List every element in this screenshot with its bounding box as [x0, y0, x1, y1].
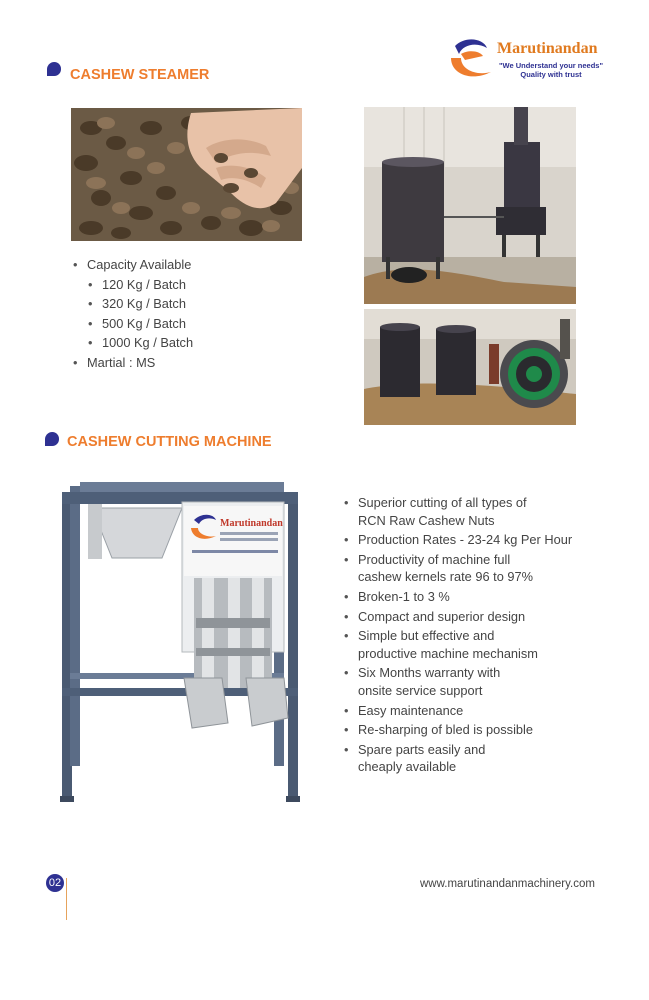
logo-brand-name: Marutinandan — [497, 40, 598, 57]
list-item: • Martial : MS — [71, 353, 193, 373]
cutting-features-list — [342, 494, 612, 778]
steamer-section-title: CASHEW STEAMER — [70, 67, 210, 83]
list-item: • 320 Kg / Batch — [71, 294, 193, 314]
list-item: • Spare parts easily and cheaply available — [342, 741, 612, 776]
page-number: 02 — [46, 874, 64, 892]
list-item: • 120 Kg / Batch — [71, 275, 193, 295]
list-item: • 1000 Kg / Batch — [71, 333, 193, 353]
steamer-photo-top — [364, 107, 576, 304]
list-item: • Capacity Available — [71, 255, 193, 275]
cashew-nuts-photo — [71, 108, 302, 241]
logo-tagline-quality: Quality with trust — [520, 70, 582, 79]
steamer-specs-list — [71, 255, 193, 373]
list-item: • Six Months warranty with onsite service support — [342, 664, 612, 699]
list-item: • Simple but effective and productive machine mechanism — [342, 627, 612, 662]
list-item: • Broken-1 to 3 % — [342, 588, 612, 606]
company-logo — [447, 36, 609, 84]
section-marker-icon — [47, 62, 61, 76]
list-item: • Re-sharping of bled is possible — [342, 721, 612, 739]
list-item: • 500 Kg / Batch — [71, 314, 193, 334]
cutting-section-title: CASHEW CUTTING MACHINE — [67, 434, 272, 450]
footer-divider — [66, 878, 67, 920]
steamer-photo-bottom — [364, 309, 576, 425]
logo-tagline: "We Understand your needs" — [498, 61, 604, 70]
section-marker-icon — [45, 432, 59, 446]
cutting-machine-photo — [52, 478, 310, 818]
list-item: • Production Rates - 23-24 kg Per Hour — [342, 531, 612, 549]
list-item: • Easy maintenance — [342, 702, 612, 720]
list-item: • Productivity of machine full cashew kernels rate 96 to 97% — [342, 551, 612, 586]
list-item: • Compact and superior design — [342, 608, 612, 626]
logo-swirl-icon — [447, 36, 495, 82]
machine-panel-brand: Marutinandan — [220, 518, 283, 529]
list-item: • Superior cutting of all types of RCN Raw Cashew Nuts — [342, 494, 612, 529]
website-link[interactable]: www.marutinandanmachinery.com — [420, 878, 595, 890]
